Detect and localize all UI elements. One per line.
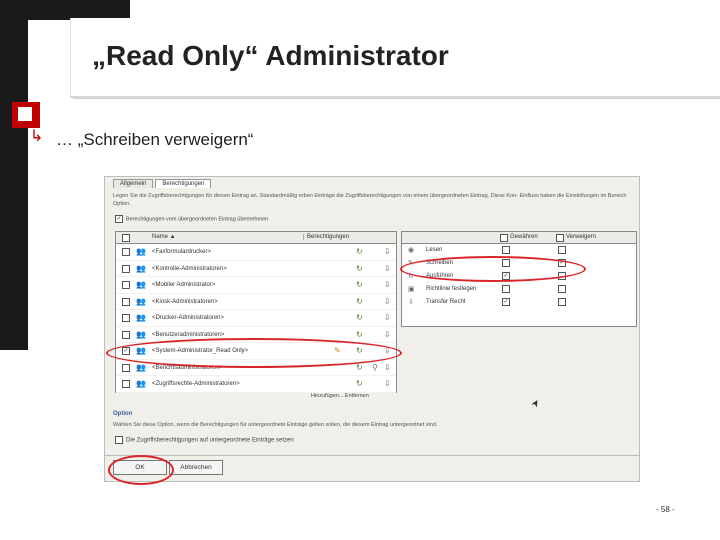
row-checkbox[interactable] [122, 331, 130, 339]
table-row[interactable] [116, 376, 396, 393]
user-group-icon: 👥 [136, 313, 146, 322]
row-checkbox[interactable] [122, 265, 130, 273]
row-checkbox[interactable] [122, 281, 130, 289]
decor-left-bar [0, 0, 28, 350]
bullet-arrow-icon: ↳ [30, 128, 44, 145]
user-group-icon: 👥 [136, 263, 146, 273]
role-name: <Kiosk-Administratoren> [152, 298, 218, 305]
user-group-icon: 👥 [136, 379, 146, 388]
rights-row [402, 283, 636, 296]
row-checkbox[interactable] [122, 248, 130, 256]
col-name-header[interactable]: Name ▲ [152, 234, 176, 240]
inherit-checkbox[interactable]: ✓ [116, 216, 122, 222]
bullet-square-icon [12, 102, 40, 128]
row-checkbox[interactable] [122, 380, 130, 388]
role-name: <Faxformulardrucker> [152, 249, 212, 255]
rights-row [402, 244, 636, 257]
tab-permissions[interactable]: Berechtigungen [155, 179, 211, 188]
col-deny-header: Verweigern [566, 234, 597, 240]
table-actions[interactable]: Hinzufügen... Entfernen [311, 393, 369, 399]
right-label: Ausführen [426, 273, 454, 279]
user-group-icon: 👥 [136, 362, 146, 372]
highlight-deny-write-oval [400, 256, 586, 282]
transfer-icon: ⇩ [384, 247, 391, 256]
read-icon: ⚲ [372, 362, 378, 372]
user-group-icon: 👥 [136, 329, 146, 339]
ok-button[interactable]: OK [113, 460, 167, 475]
title-divider [70, 96, 720, 98]
execute-icon: ↻ [408, 273, 414, 280]
eye-icon: ◉ [408, 247, 415, 254]
transfer-icon: ⇩ [384, 296, 391, 306]
tab-general[interactable]: Allgemein [113, 179, 153, 188]
highlight-role-oval [106, 338, 402, 368]
slide-subtitle: … „Schreiben verweigern“ [56, 130, 254, 149]
roles-table-header [116, 232, 396, 244]
roles-table-body [116, 244, 396, 393]
transfer-icon: ⇩ [384, 263, 391, 273]
transfer-icon: ⇩ [408, 299, 414, 306]
allow-checkbox[interactable] [502, 246, 510, 254]
execute-icon: ↻ [356, 329, 363, 339]
deny-checkbox[interactable] [558, 246, 566, 254]
roles-table [115, 231, 397, 393]
deny-checkbox[interactable] [558, 298, 566, 306]
subentries-label: Die Zugriffsberechtigungen auf untergeordnete Einträge setzen [126, 437, 294, 444]
transfer-icon: ⇩ [384, 313, 391, 322]
allow-all-checkbox[interactable] [500, 234, 508, 242]
role-name: <Zugriffsrechte-Administratoren> [152, 381, 240, 387]
transfer-icon: ⇩ [384, 346, 391, 355]
user-group-icon: 👥 [136, 296, 146, 306]
execute-icon: ↻ [356, 263, 363, 273]
rights-table-header [402, 232, 636, 244]
row-checkbox[interactable] [122, 364, 130, 372]
table-row[interactable] [116, 277, 396, 294]
inherit-option[interactable] [115, 215, 268, 223]
write-pencil-icon: ✎ [334, 346, 341, 355]
subentries-option[interactable] [115, 436, 294, 444]
pencil-icon: ✎ [408, 260, 414, 267]
right-label: Lesen [426, 247, 443, 253]
allow-checkbox[interactable]: ✓ [503, 299, 509, 305]
transfer-icon: ⇩ [384, 280, 391, 289]
row-checkbox[interactable] [122, 314, 130, 322]
table-row[interactable] [116, 244, 396, 261]
execute-icon: ↻ [356, 296, 363, 306]
cancel-button[interactable]: Abbrechen [169, 460, 223, 475]
allow-checkbox[interactable] [502, 285, 510, 293]
execute-icon: ↻ [356, 379, 363, 388]
policy-icon: ▣ [408, 286, 415, 293]
row-checkbox[interactable]: ✓ [123, 348, 129, 354]
allow-checkbox[interactable]: ✓ [503, 273, 509, 279]
option-label: Option [113, 411, 133, 417]
right-label: Transfer Recht [426, 299, 466, 305]
dialog-description: Legen Sie die Zugriffsberechtigungen für diesen Eintrag an. Standardmäßig erben Einträge die Zugriffsberechtigungen von einem übergeordneten Eintrag. Diese Kon- Einfluss haben die Einstellungen im Bereich Option. [113, 193, 627, 207]
inherit-label: Berechtigungen vom übergeordneten Eintrag übernehmen [126, 216, 269, 223]
role-name: <Benutzeradministratoren> [152, 331, 225, 338]
transfer-icon: ⇩ [384, 329, 391, 339]
user-group-icon: 👥 [136, 280, 146, 289]
execute-icon: ↻ [356, 346, 363, 355]
table-row[interactable] [116, 310, 396, 327]
deny-checkbox[interactable]: ✓ [559, 260, 565, 266]
row-checkbox[interactable] [122, 298, 130, 306]
mouse-cursor-icon: ➤ [529, 397, 544, 410]
user-group-icon: 👥 [136, 346, 146, 355]
select-all-checkbox[interactable] [122, 234, 130, 242]
execute-icon: ↻ [356, 362, 363, 372]
col-rights-header[interactable]: Berechtigungen [303, 234, 349, 240]
option-description: Wählen Sie diese Option, wenn die Berechtigungen für untergeordnete Einträge gelten sollen, die diesem Eintrag untergeordnet sind. [113, 422, 438, 428]
deny-checkbox[interactable] [558, 285, 566, 293]
dialog-tabs [113, 179, 213, 191]
role-name: <Kontrolle-Administratoren> [152, 265, 227, 272]
table-row[interactable] [116, 294, 396, 311]
role-name: <Mobiler Administrator> [152, 282, 216, 288]
permissions-dialog-screenshot [104, 176, 640, 482]
right-label: Richtlinie festlegen [426, 286, 477, 292]
user-group-icon: 👥 [136, 247, 146, 256]
transfer-icon: ⇩ [384, 362, 391, 372]
button-separator [105, 455, 639, 456]
role-name: <System-Administrator_Read Only> [152, 348, 249, 354]
slide-title: „Read Only“ Administrator [92, 40, 449, 71]
rights-row [402, 296, 636, 309]
table-row[interactable] [116, 261, 396, 278]
highlight-ok-oval [108, 455, 174, 485]
role-name: <Drucker-Administratoren> [152, 315, 225, 321]
subentries-checkbox[interactable] [115, 436, 123, 444]
page-number: - 58 - [656, 505, 675, 514]
role-name: <Berichtsadministratoren> [152, 364, 223, 371]
right-label: Schreiben [426, 260, 454, 266]
transfer-icon: ⇩ [384, 379, 391, 388]
deny-all-checkbox[interactable] [556, 234, 564, 242]
execute-icon: ↻ [356, 280, 363, 289]
execute-icon: ↻ [356, 313, 363, 322]
col-allow-header: Gewähren [510, 234, 538, 240]
execute-icon: ↻ [356, 247, 363, 256]
